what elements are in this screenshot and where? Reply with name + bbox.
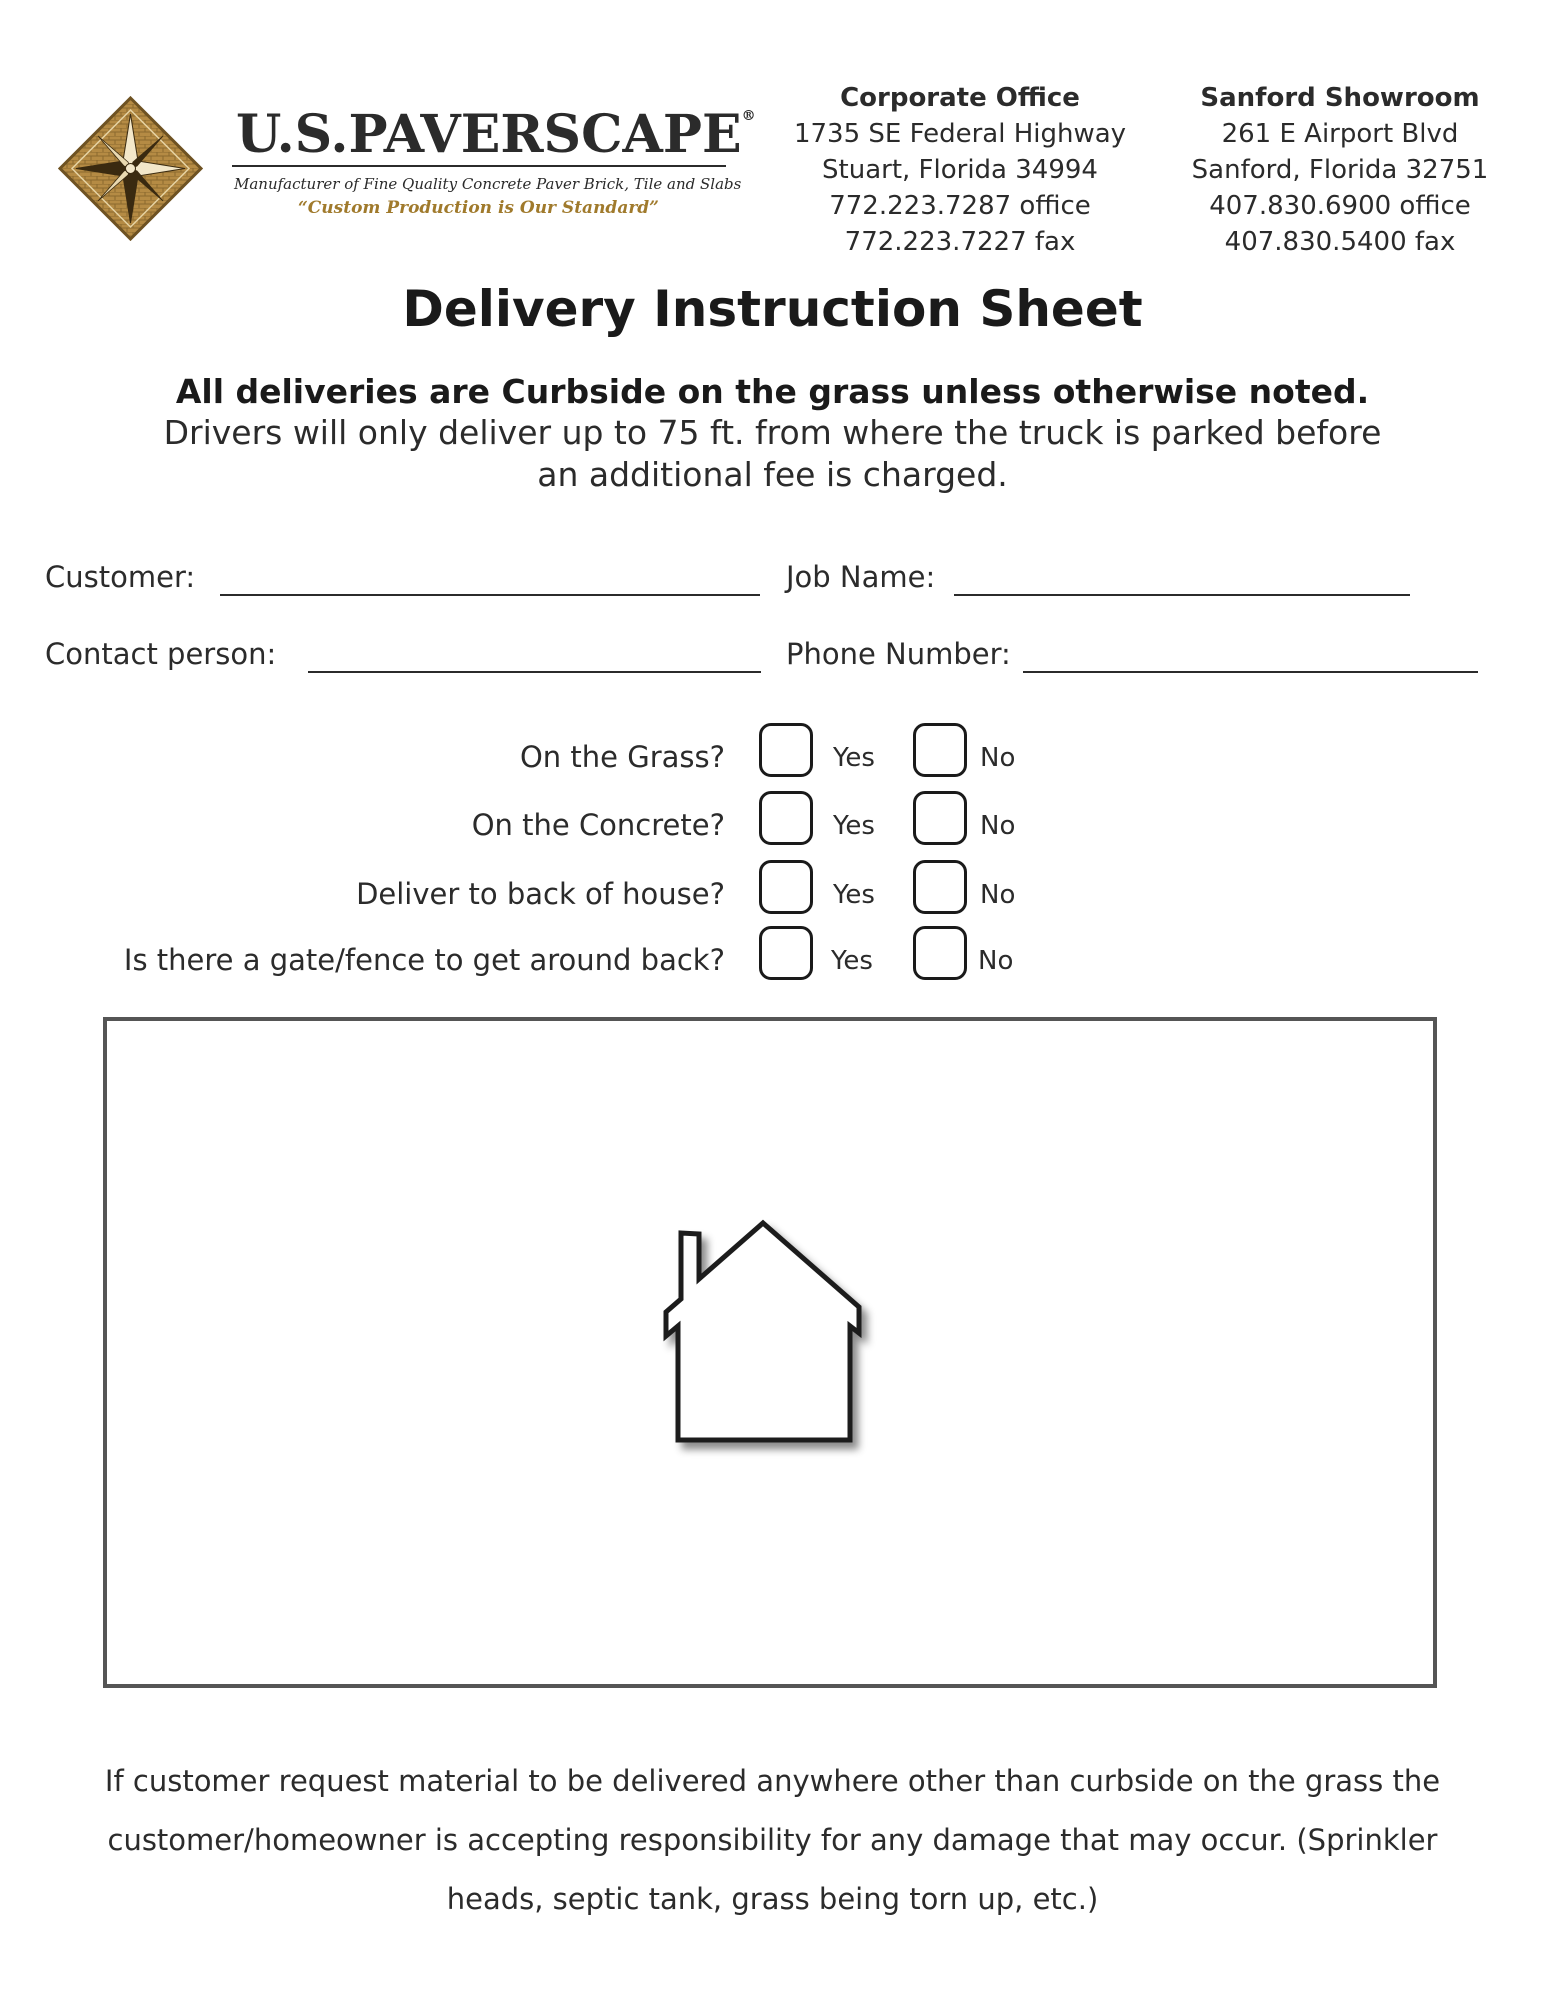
back-of-house-no-checkbox[interactable] — [913, 860, 967, 914]
concrete-no-label: No — [980, 811, 1016, 841]
brand-tagline: Manufacturer of Fine Quality Concrete Paver Brick, Tile and Slabs — [234, 175, 742, 193]
showroom-fax: 407.830.5400 fax — [1224, 227, 1456, 257]
gate-fence-yes-checkbox[interactable] — [759, 926, 813, 980]
corporate-office-phone: 772.223.7287 office — [829, 191, 1091, 221]
contact-person-field[interactable] — [308, 671, 761, 673]
brand-name: U.S.PAVERSCAPE® — [236, 104, 756, 165]
showroom-heading: Sanford Showroom — [1200, 83, 1480, 113]
page-title: Delivery Instruction Sheet — [402, 280, 1143, 338]
question-grass-label: On the Grass? — [519, 740, 725, 774]
corporate-office-fax: 772.223.7227 fax — [844, 227, 1076, 257]
showroom-phone: 407.830.6900 office — [1209, 191, 1471, 221]
question-concrete-label: On the Concrete? — [471, 808, 725, 842]
brand-divider — [232, 165, 726, 167]
corporate-office-block — [780, 80, 1140, 260]
distance-notice-line2: an additional fee is charged. — [537, 455, 1008, 494]
job-name-label: Job Name: — [786, 560, 936, 594]
gate-fence-yes-label: Yes — [831, 946, 873, 976]
registered-mark: ® — [741, 108, 756, 124]
grass-no-checkbox[interactable] — [913, 723, 967, 777]
phone-number-label: Phone Number: — [786, 637, 1011, 671]
showroom-address: 261 E Airport Blvd — [1221, 119, 1459, 149]
distance-notice — [130, 412, 1415, 496]
disclaimer-line3: heads, septic tank, grass being torn up, etc.) — [446, 1882, 1099, 1916]
question-gate-fence-label: Is there a gate/fence to get around back? — [123, 943, 725, 977]
showroom-block — [1165, 80, 1515, 260]
curbside-notice: All deliveries are Curbside on the grass unless otherwise noted. — [175, 372, 1370, 411]
showroom-city: Sanford, Florida 32751 — [1191, 155, 1489, 185]
customer-field[interactable] — [220, 594, 760, 596]
back-of-house-yes-label: Yes — [833, 880, 875, 910]
concrete-yes-checkbox[interactable] — [759, 791, 813, 845]
grass-no-label: No — [980, 743, 1016, 773]
grass-yes-label: Yes — [833, 743, 875, 773]
compass-logo-icon — [58, 96, 203, 241]
customer-label: Customer: — [45, 560, 196, 594]
concrete-no-checkbox[interactable] — [913, 791, 967, 845]
grass-yes-checkbox[interactable] — [759, 723, 813, 777]
job-name-field[interactable] — [954, 594, 1410, 596]
back-of-house-yes-checkbox[interactable] — [759, 860, 813, 914]
disclaimer-line1: If customer request material to be delivered anywhere other than curbside on the grass the — [104, 1764, 1441, 1798]
question-back-of-house-label: Deliver to back of house? — [356, 877, 725, 911]
gate-fence-no-label: No — [978, 946, 1014, 976]
distance-notice-line1: Drivers will only deliver up to 75 ft. from where the truck is parked before — [163, 413, 1382, 452]
brand-slogan: “Custom Production is Our Standard” — [298, 198, 659, 218]
disclaimer-line2: customer/homeowner is accepting responsibility for any damage that may occur. (Sprinkler — [107, 1823, 1438, 1857]
liability-disclaimer — [60, 1752, 1485, 1929]
back-of-house-no-label: No — [980, 880, 1016, 910]
corporate-office-city: Stuart, Florida 34994 — [822, 155, 1098, 185]
corporate-office-heading: Corporate Office — [840, 83, 1080, 113]
phone-number-field[interactable] — [1023, 671, 1478, 673]
contact-person-label: Contact person: — [45, 637, 277, 671]
corporate-office-address: 1735 SE Federal Highway — [793, 119, 1127, 149]
concrete-yes-label: Yes — [833, 811, 875, 841]
house-icon — [652, 1213, 882, 1463]
gate-fence-no-checkbox[interactable] — [913, 926, 967, 980]
